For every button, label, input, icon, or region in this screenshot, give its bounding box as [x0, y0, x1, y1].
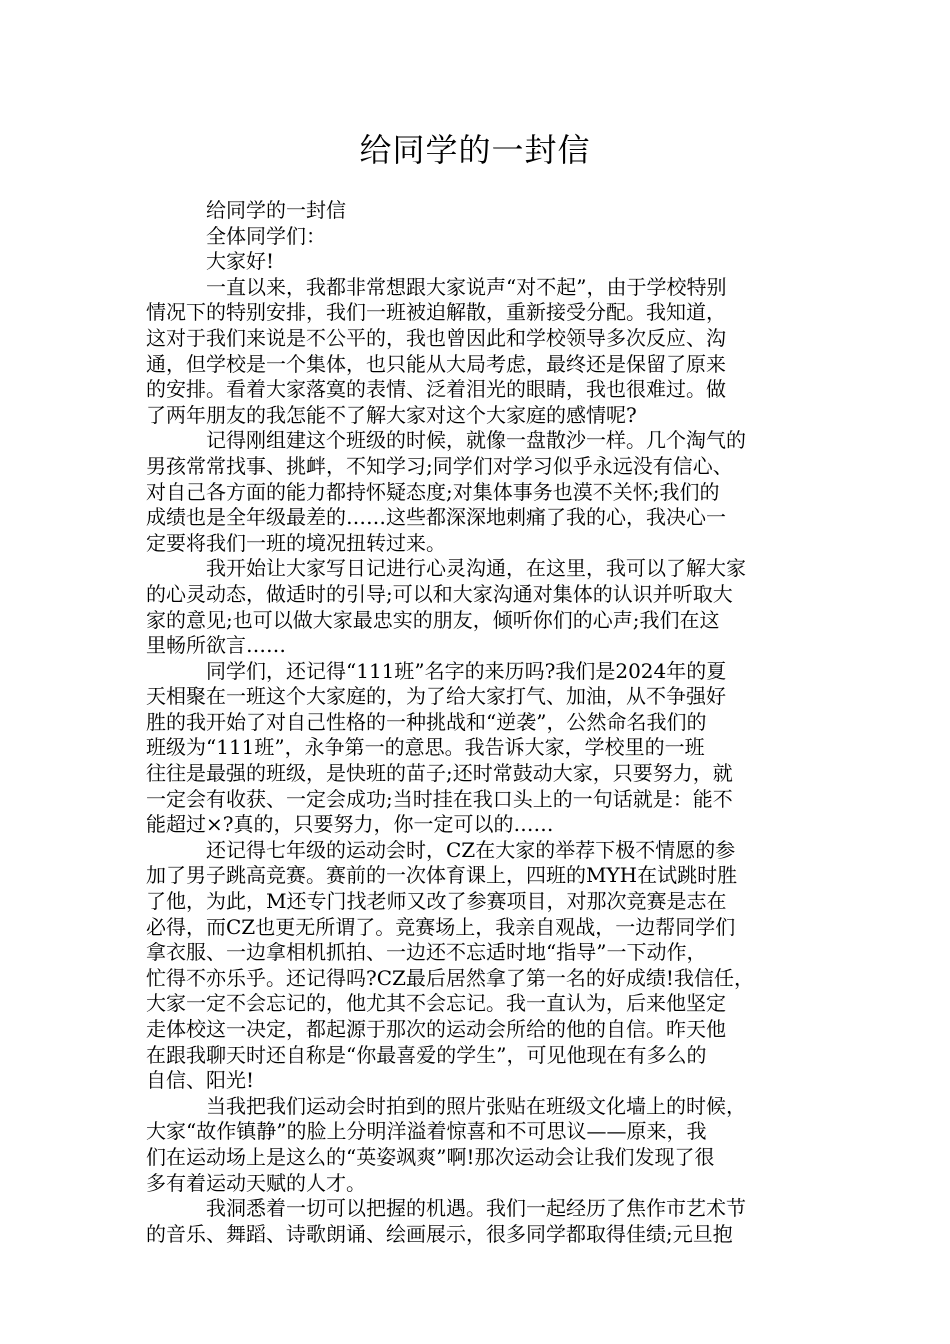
- text-line: 了他，为此，M还专门找老师又改了参赛项目，对那次竞赛是志在: [146, 889, 727, 914]
- text-line: 走体校这一决定，都起源于那次的运动会所给的他的自信。昨天他: [146, 1017, 726, 1041]
- text-line: 一直以来，我都非常想跟大家说声“对不起”，由于学校特别: [146, 274, 727, 299]
- text-line: 里畅所欲言……: [146, 633, 286, 658]
- text-line: 了两年朋友的我怎能不了解大家对这个大家庭的感情呢?: [146, 402, 637, 427]
- text-line: 我洞悉着一切可以把握的机遇。我们一起经历了焦作市艺术节: [146, 1196, 746, 1221]
- text-line: 的音乐、舞蹈、诗歌朗诵、绘画展示，很多同学都取得佳绩;元旦抱: [146, 1221, 733, 1246]
- text-line: 这对于我们来说是不公平的，我也曾因此和学校领导多次反应、沟: [146, 325, 726, 350]
- text-line: 们在运动场上是这么的“英姿飒爽”啊!那次运动会让我们发现了很: [146, 1144, 715, 1169]
- text-line: 给同学的一封信: [146, 198, 346, 222]
- text-line: 定要将我们一班的境况扭转过来。: [146, 530, 446, 555]
- text-line: 男孩常常找事、挑衅，不知学习;同学们对学习似乎永远没有信心、: [146, 453, 733, 478]
- text-line: 当我把我们运动会时拍到的照片张贴在班级文化墙上的时候，: [146, 1093, 746, 1118]
- document-title: 给同学的一封信: [359, 131, 591, 169]
- text-line: 忙得不亦乐乎。还记得吗?CZ最后居然拿了第一名的好成绩!我信任，: [146, 965, 754, 990]
- text-line: 我开始让大家写日记进行心灵沟通，在这里，我可以了解大家: [146, 556, 746, 581]
- text-line: 对自己各方面的能力都持怀疑态度;对集体事务也漠不关怀;我们的: [146, 479, 720, 504]
- text-line: 的心灵动态，做适时的引导;可以和大家沟通对集体的认识并听取大: [146, 581, 733, 606]
- text-line: 通，但学校是一个集体，也只能从大局考虑，最终还是保留了原来: [146, 351, 726, 376]
- text-line: 天相聚在一班这个大家庭的，为了给大家打气、加油，从不争强好: [146, 684, 726, 709]
- text-line: 大家“故作镇静”的脸上分明洋溢着惊喜和不可思议——原来，我: [146, 1119, 707, 1144]
- text-line: 往往是最强的班级，是快班的苗子;还时常鼓动大家，只要努力，就: [146, 761, 733, 786]
- document-body: [146, 198, 808, 1247]
- text-line: 全体同学们：: [146, 223, 326, 248]
- text-line: 同学们，还记得“111班”名字的来历吗?我们是2024年的夏: [146, 658, 727, 683]
- text-line: 记得刚组建这个班级的时候，就像一盘散沙一样。几个淘气的: [146, 428, 746, 453]
- text-line: 大家一定不会忘记的，他尤其不会忘记。我一直认为，后来他坚定: [146, 991, 726, 1016]
- text-line: 大家好!: [146, 249, 275, 274]
- text-line: 班级为“111班”，永争第一的意思。我告诉大家，学校里的一班: [146, 735, 705, 760]
- text-line: 还记得七年级的运动会时，CZ在大家的举荐下极不情愿的参: [146, 837, 736, 862]
- text-line: 在跟我聊天时还自称是“你最喜爱的学生”，可见他现在有多么的: [146, 1042, 707, 1067]
- text-line: 一定会有收获、一定会成功;当时挂在我口头上的一句话就是：能不: [146, 786, 733, 811]
- text-line: 能超过×?真的，只要努力，你一定可以的……: [146, 812, 554, 837]
- text-line: 多有着运动天赋的人才。: [146, 1170, 366, 1195]
- text-line: 加了男子跳高竞赛。赛前的一次体育课上，四班的MYH在试跳时胜: [146, 863, 738, 888]
- text-line: 家的意见;也可以做大家最忠实的朋友，倾听你们的心声;我们在这: [146, 607, 720, 632]
- text-line: 的安排。看着大家落寞的表情、泛着泪光的眼睛，我也很难过。做: [146, 377, 726, 402]
- text-line: 情况下的特别安排，我们一班被迫解散，重新接受分配。我知道，: [146, 300, 726, 325]
- text-line: 成绩也是全年级最差的……这些都深深地刺痛了我的心，我决心一: [146, 505, 726, 530]
- text-line: 拿衣服、一边拿相机抓拍、一边还不忘适时地“指导”一下动作，: [146, 940, 707, 965]
- text-line: 自信、阳光!: [146, 1068, 255, 1093]
- text-line: 必得，而CZ也更无所谓了。竞赛场上，我亲自观战，一边帮同学们: [146, 914, 736, 939]
- text-line: 胜的我开始了对自己性格的一种挑战和“逆袭”，公然命名我们的: [146, 709, 707, 734]
